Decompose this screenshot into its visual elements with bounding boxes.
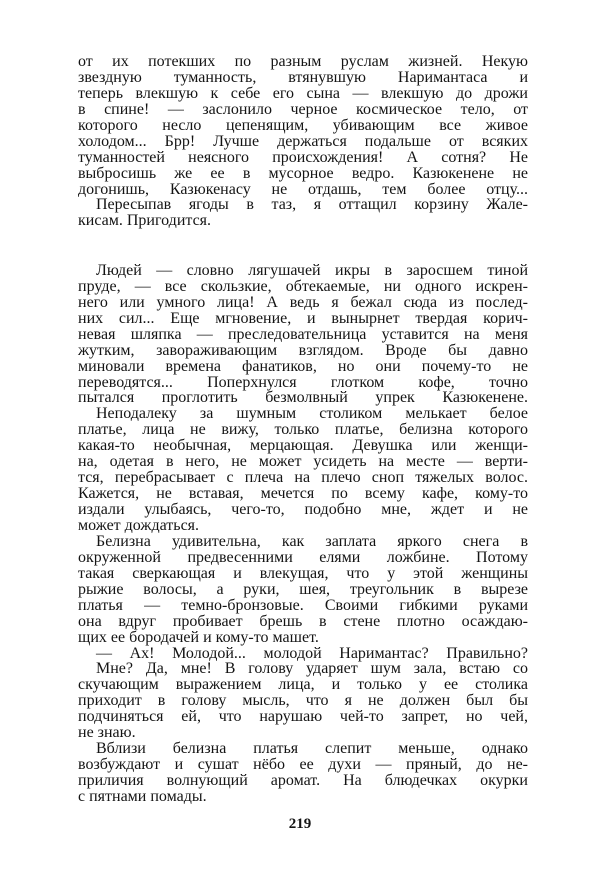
text-line: какая-то необычная, мерцающая. Девушка или женщи- bbox=[78, 437, 528, 455]
text-line: выбросишь же ее в мусорное ведро. Казюкенене не bbox=[78, 164, 528, 182]
text-line: скучающим выражением лица, и только у ее столика bbox=[78, 676, 528, 694]
text-line: Вблизи белизна платья слепит меньше, однако bbox=[96, 740, 528, 758]
text-line: которого несло цепенящим, убивающим все живое bbox=[78, 116, 528, 134]
text-line: теперь влекшую к себе его сына — влекшую до дрожи bbox=[78, 84, 528, 102]
text-line: рыжие волосы, а руки, шея, треугольник в вырезе bbox=[78, 580, 528, 598]
text-line: них сил... Еще мгновение, и вынырнет твердая корич- bbox=[78, 309, 528, 327]
text-line: Белизна удивительна, как заплата яркого снега в bbox=[96, 532, 528, 550]
text-line: пруде, — все скользкие, обтекаемые, ни одного искрен- bbox=[78, 277, 528, 295]
text-line: жутким, завораживающим взглядом. Вроде бы давно bbox=[78, 341, 528, 359]
text-line: туманностей неясного происхождения! А сотня? Не bbox=[78, 148, 528, 166]
text-line: звездную туманность, втянувшую Наримантаса и bbox=[78, 68, 528, 86]
text-line: в спине! — заслонило черное космическое тело, от bbox=[78, 100, 528, 118]
text-line: приходит в голову мысль, что я не должен был бы bbox=[78, 692, 528, 710]
text-line: миновали времена фанатиков, но они почему-то не bbox=[78, 357, 528, 375]
text-line: на, одетая в него, не может усидеть на месте — верти- bbox=[78, 453, 528, 471]
text-line: пытался проглотить безмолвный упрек Казюкенене. bbox=[78, 389, 528, 407]
text-line: платье, лица не вижу, только платье, белизна которого bbox=[78, 421, 528, 439]
text-line: щих ее бородачей и кому-то машет. bbox=[78, 628, 319, 646]
text-line: Неподалеку за шумным столиком мелькает белое bbox=[96, 405, 528, 423]
text-line: от их потекших по разным руслам жизней. Некую bbox=[78, 53, 528, 70]
text-line: Пересыпав ягоды в таз, я оттащил корзину Жале- bbox=[96, 196, 528, 214]
text-line: подчиняться ей, что нарушаю чей-то запрет, но чей, bbox=[78, 708, 528, 726]
text-line: Кажется, не вставая, мечется по всему кафе, кому-то bbox=[78, 485, 528, 503]
text-line: переводятся... Поперхнулся глотком кофе, точно bbox=[78, 373, 528, 391]
text-line: — Ах! Молодой... молодой Наримантас? Правильно? bbox=[96, 644, 528, 662]
text-line: невая шляпка — преследовательница уставится на меня bbox=[78, 325, 528, 343]
text-line: окруженной предвесенними елями ложбине. Потому bbox=[78, 548, 528, 566]
text-line: кисам. Пригодится. bbox=[78, 212, 212, 230]
text-line: догонишь, Казюкенасу не отдашь, тем более отцу... bbox=[78, 180, 528, 198]
text-line: возбуждают и сушат нёбо ее духи — пряный, до не- bbox=[78, 756, 528, 774]
text-line: издали улыбаясь, чего-то, подобно мне, ждет и не bbox=[78, 501, 528, 519]
text-line: не знаю. bbox=[78, 724, 136, 742]
page-number: 219 bbox=[288, 816, 312, 832]
text-line: она вдруг пробивает брешь в стене плотно осаждаю- bbox=[78, 612, 528, 630]
text-line: платья — темно-бронзовые. Своими гибкими руками bbox=[78, 596, 528, 614]
text-line: приличия волнующий аромат. На блюдечках окурки bbox=[78, 772, 528, 790]
text-line: него или умного лица! А ведь я бежал сюда из послед- bbox=[78, 293, 528, 311]
text-line: с пятнами помады. bbox=[78, 788, 207, 805]
text-line: может дождаться. bbox=[78, 516, 200, 534]
text-line: такая сверкающая и влекущая, что у этой женщины bbox=[78, 564, 528, 582]
text-line: Людей — словно лягушачей икры в заросшем тиной bbox=[96, 261, 528, 279]
text-line: тся, перебрасывает с плеча на плечо сноп тяжелых волос. bbox=[78, 469, 528, 487]
text-line: Мне? Да, мне! В голову ударяет шум зала, встаю со bbox=[96, 660, 528, 678]
text-line: холодом... Брр! Лучше держаться подальше от всяких bbox=[78, 132, 528, 150]
